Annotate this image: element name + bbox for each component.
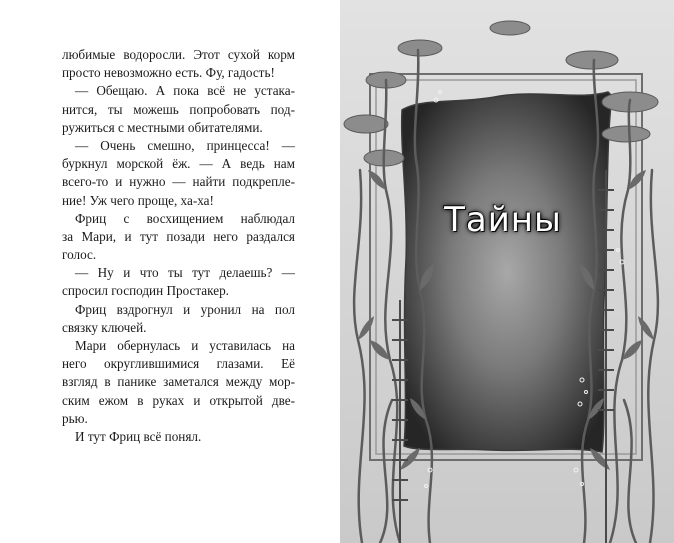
text-line: — Обещаю. А пока всё не устака- <box>75 83 295 99</box>
text-line: него округлившимися глазами. Её <box>62 356 295 372</box>
text-line: Фриц вздрогнул и уронил на пол <box>75 301 295 317</box>
underwater-scene <box>340 0 674 543</box>
text-line: рью. <box>62 410 88 426</box>
text-line: И тут Фриц всё понял. <box>75 428 202 444</box>
text-line: нится, ты можешь попробовать под- <box>62 101 295 117</box>
text-line: Мари обернулась и уставилась на <box>75 338 295 353</box>
text-line: — Ну и что ты тут делаешь? — <box>75 265 295 281</box>
text-line: ским ежом в руках и открытой две- <box>62 392 295 408</box>
text-line: ние! Уж чего проще, ха-ха! <box>62 192 214 208</box>
text-line: взгляд в панике заметался между мор- <box>62 374 295 390</box>
text-line: спросил господин Простакер. <box>62 283 229 299</box>
story-text <box>62 46 295 446</box>
text-line: — Очень смешно, принцесса! — <box>75 137 295 153</box>
text-line: любимые водоросли. Этот сухой корм <box>62 47 295 62</box>
text-line: связку ключей. <box>62 319 147 335</box>
chapter-illustration <box>340 0 674 543</box>
chapter-title: Тайны <box>444 200 562 240</box>
text-line: буркнул морской ёж. — А ведь нам <box>62 156 295 172</box>
text-line: Фриц с восхищением наблюдал <box>75 210 295 226</box>
text-line: голос. <box>62 247 97 263</box>
text-line: за Мари, и тут позади него раздался <box>62 228 295 244</box>
text-line: просто невозможно есть. Фу, гадость! <box>62 65 275 81</box>
title-panel <box>402 92 612 452</box>
text-line: ружиться с местными обитателями. <box>62 119 263 135</box>
text-line: всего-то и нужно — найти подкрепле- <box>62 174 295 190</box>
